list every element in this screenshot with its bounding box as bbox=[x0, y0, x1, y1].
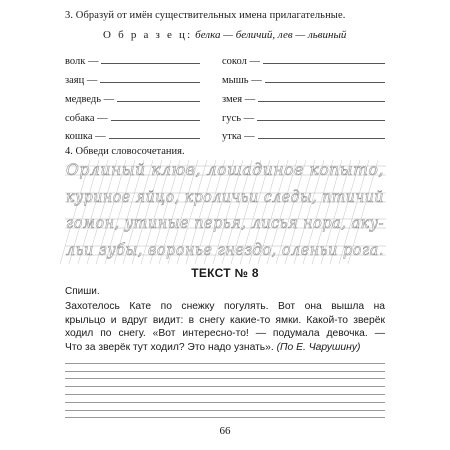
sample-text: белка — беличий, лев — львиный bbox=[195, 29, 347, 41]
paragraph-line bbox=[65, 341, 385, 355]
paragraph-last-text: Что за зверёк тут ходил? Это надо узнать». bbox=[65, 342, 274, 354]
word-label: сокол — bbox=[222, 56, 260, 67]
word-label: змея — bbox=[222, 94, 256, 105]
task3-sample bbox=[103, 29, 346, 41]
word-label: гусь — bbox=[222, 113, 255, 124]
answer-line[interactable] bbox=[265, 82, 385, 83]
writing-line[interactable] bbox=[65, 372, 385, 380]
text-source: (По Е. Чарушину) bbox=[276, 342, 361, 354]
page-number: 66 bbox=[219, 425, 231, 437]
word-row-right bbox=[222, 53, 385, 67]
text-paragraph bbox=[65, 300, 385, 355]
writing-line[interactable] bbox=[65, 379, 385, 387]
instruction-copy: Спиши. bbox=[65, 286, 100, 297]
paragraph-line: ходил по снегу. «Вот интересно-то! — подумала девочка. — bbox=[65, 328, 385, 340]
answer-line[interactable] bbox=[101, 63, 200, 64]
word-label: волк — bbox=[65, 56, 99, 67]
cursive-tracing-area[interactable] bbox=[0, 160, 450, 272]
writing-line[interactable] bbox=[65, 403, 385, 411]
answer-line[interactable] bbox=[117, 101, 200, 102]
word-row-right bbox=[222, 91, 385, 105]
word-label: собака — bbox=[65, 113, 108, 124]
word-label: мышь — bbox=[222, 75, 262, 86]
answer-line[interactable] bbox=[257, 120, 385, 121]
word-label: медведь — bbox=[65, 94, 115, 105]
word-label: кошка — bbox=[65, 131, 106, 142]
answer-line[interactable] bbox=[258, 138, 385, 139]
word-row-right bbox=[222, 72, 385, 86]
answer-line[interactable] bbox=[100, 82, 200, 83]
sample-label: О б р а з е ц: bbox=[103, 29, 193, 41]
answer-line[interactable] bbox=[109, 138, 200, 139]
word-row-left bbox=[65, 110, 200, 124]
writing-line[interactable] bbox=[65, 387, 385, 395]
cursive-line: льи зубы, воронье гнездо, оленьи рога. bbox=[66, 241, 384, 259]
answer-line[interactable] bbox=[263, 63, 385, 64]
word-row-right bbox=[222, 128, 385, 142]
task3-title: 3. Образуй от имён существительных имена прилагательные. bbox=[65, 10, 346, 21]
answer-line[interactable] bbox=[111, 120, 200, 121]
word-row-left bbox=[65, 91, 200, 105]
text-title: ТЕКСТ № 8 bbox=[191, 266, 259, 280]
cursive-line: Орлиный клюв, лошадиное копыто, bbox=[66, 161, 384, 179]
word-row-left bbox=[65, 53, 200, 67]
writing-line[interactable] bbox=[65, 395, 385, 403]
paragraph-line: крыльцо и вдруг видит: в снегу какие-то ямки. Какой-то зверёк bbox=[65, 314, 385, 326]
word-label: утка — bbox=[222, 131, 255, 142]
writing-line[interactable] bbox=[65, 364, 385, 372]
writing-line[interactable] bbox=[65, 356, 385, 364]
word-row-left bbox=[65, 128, 200, 142]
cursive-line: куриное яйцо, кроличьи следы, птичий bbox=[66, 188, 384, 206]
task4-title: 4. Обведи словосочетания. bbox=[65, 146, 185, 157]
writing-line[interactable] bbox=[65, 411, 385, 419]
word-row-right bbox=[222, 110, 385, 124]
writing-lines[interactable] bbox=[65, 356, 385, 418]
word-label: заяц — bbox=[65, 75, 98, 86]
answer-line[interactable] bbox=[258, 101, 385, 102]
word-row-left bbox=[65, 72, 200, 86]
cursive-line: гомон, утиные перья, лисья нора, аку- bbox=[66, 214, 384, 232]
paragraph-line: Захотелось Кате по снежку погулять. Вот она вышла на bbox=[65, 301, 385, 312]
